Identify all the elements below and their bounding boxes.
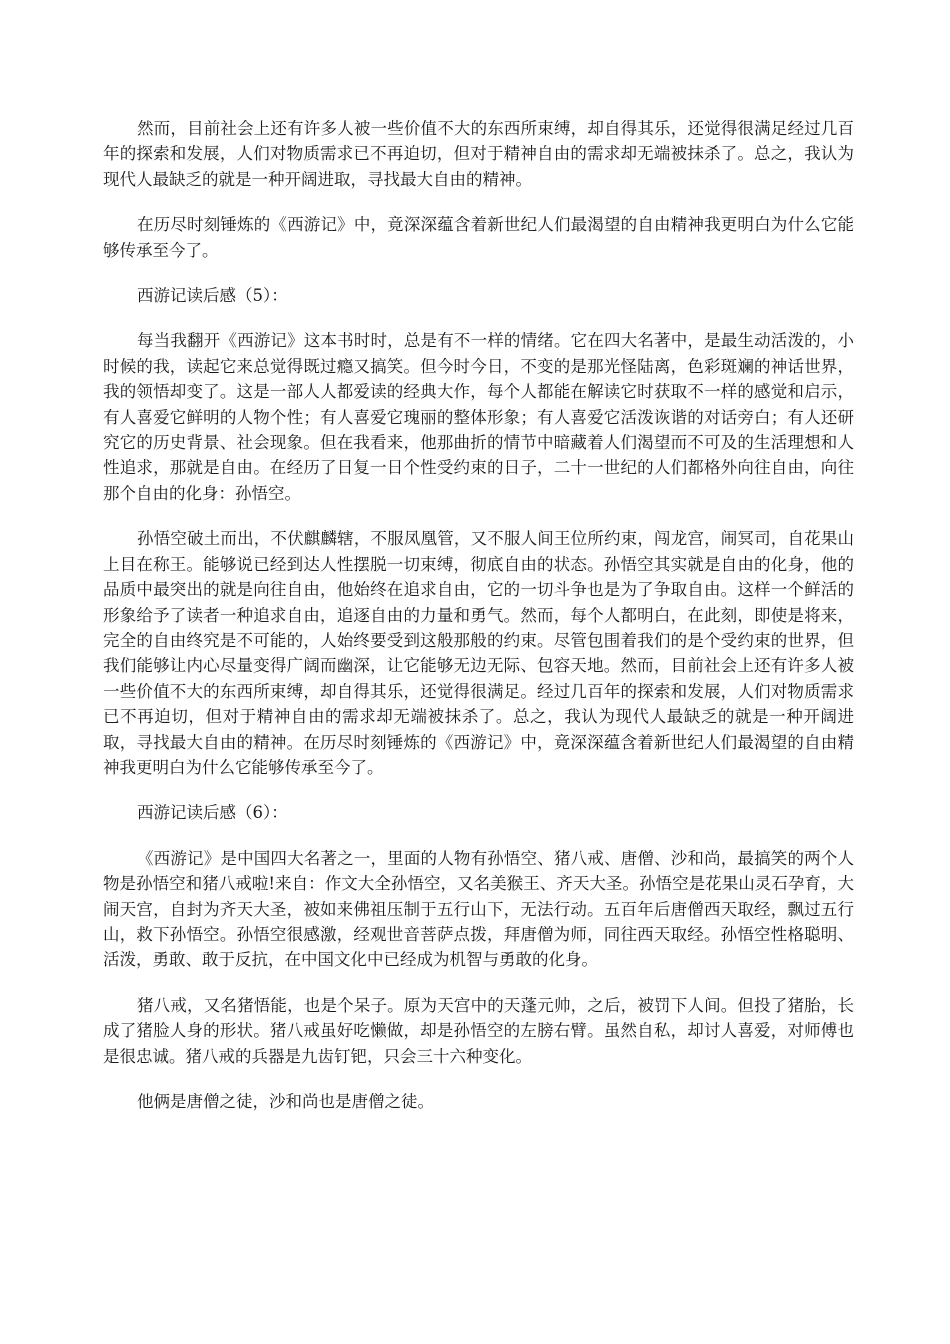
document-page xyxy=(103,116,854,1134)
paragraph: 猪八戒，又名猪悟能，也是个呆子。原为天宫中的天蓬元帅，之后，被罚下人间。但投了猪胎，长成了猪脸人身的形状。猪八戒虽好吃懒做，却是孙悟空的左膀右臂。虽然自私，却讨人喜爱，对师傅也是很忠诚。猪八戒的兵器是九齿钉钯，只会三十六种变化。 xyxy=(103,995,854,1066)
paragraph: 在历尽时刻锤炼的《西游记》中，竟深深蕴含着新世纪人们最渴望的自由精神我更明白为什么它能够传承至今了。 xyxy=(103,215,854,260)
section-heading: 西游记读后感（6）： xyxy=(137,803,288,823)
paragraph: 《西游记》是中国四大名著之一，里面的人物有孙悟空、猪八戒、唐僧、沙和尚，最搞笑的两个人物是孙悟空和猪八戒啦!来自：作文大全孙悟空，又名美猴王、齐天大圣。孙悟空是花果山灵石孕育，大闹天宫，自封为齐天大圣，被如来佛祖压制于五行山下，无法行动。五百年后唐僧西天取经，飘过五行山，救下孙悟空。孙悟空很感激，经观世音菩萨点拨，拜唐僧为师，同往西天取经。孙悟空性格聪明、活泼，勇敢、敢于反抗，在中国文化中已经成为机智与勇敢的化身。 xyxy=(103,848,854,970)
paragraph: 然而，目前社会上还有许多人被一些价值不大的东西所束缚，却自得其乐，还觉得很满足经过几百年的探索和发展，人们对物质需求已不再迫切，但对于精神自由的需求却无端被抹杀了。总之，我认为现代人最缺乏的就是一种开阔进取，寻找最大自由的精神。 xyxy=(103,119,854,189)
paragraph: 孙悟空破土而出，不伏麒麟辖，不服凤凰管，又不服人间王位所约束，闯龙宫，闹冥司，自花果山上目在称王。能够说已经到达人性摆脱一切束缚，彻底自由的状态。孙悟空其实就是自由的化身，他的品质中最突出的就是向往自由，他始终在追求自由，它的一切斗争也是为了争取自由。这样一个鲜活的形象给予了读者一种追求自由，追逐自由的力量和勇气。然而，每个人都明白，在此刻，即使是将来，完全的自由终究是不可能的，人始终要受到这般那般的约束。尽管包围着我们的是个受约束的世界，但我们能够让内心尽量变得广阔而幽深，让它能够无边无际、包容天地。然而，目前社会上还有许多人被一些价值不大的东西所束缚，却自得其乐，还觉得很满足。经过几百年的探索和发展，人们对物质需求已不再迫切，但对于精神自由的需求却无端被抹杀了。总之，我认为现代人最缺乏的就是一种开阔进取，寻找最大自由的精神。在历尽时刻锤炼的《西游记》中，竟深深蕴含着新世纪人们最渴望的自由精神我更明白为什么它能够传承至今了。 xyxy=(103,529,854,777)
paragraph: 每当我翻开《西游记》这本书时时，总是有不一样的情绪。它在四大名著中，是最生动活泼的，小时候的我，读起它来总觉得既过瘾又搞笑。但今时今日，不变的是那光怪陆离，色彩斑斓的神话世界，我的领悟却变了。这是一部人人都爱读的经典大作，每个人都能在解读它时获取不一样的感觉和启示，有人喜爱它鲜明的人物个性；有人喜爱它瑰丽的整体形象；有人喜爱它活泼诙谐的对话旁白；有人还研究它的历史背景、社会现象。但在我看来，他那曲折的情节中暗藏着人们渴望而不可及的生活理想和人性追求，那就是自由。在经历了日复一日个性受约束的日子，二十一世纪的人们都格外向往自由，向往那个自由的化身：孙悟空。 xyxy=(103,331,854,503)
section-heading: 西游记读后感（5）： xyxy=(137,286,288,306)
paragraph: 他俩是唐僧之徒，沙和尚也是唐僧之徒。 xyxy=(137,1092,434,1111)
